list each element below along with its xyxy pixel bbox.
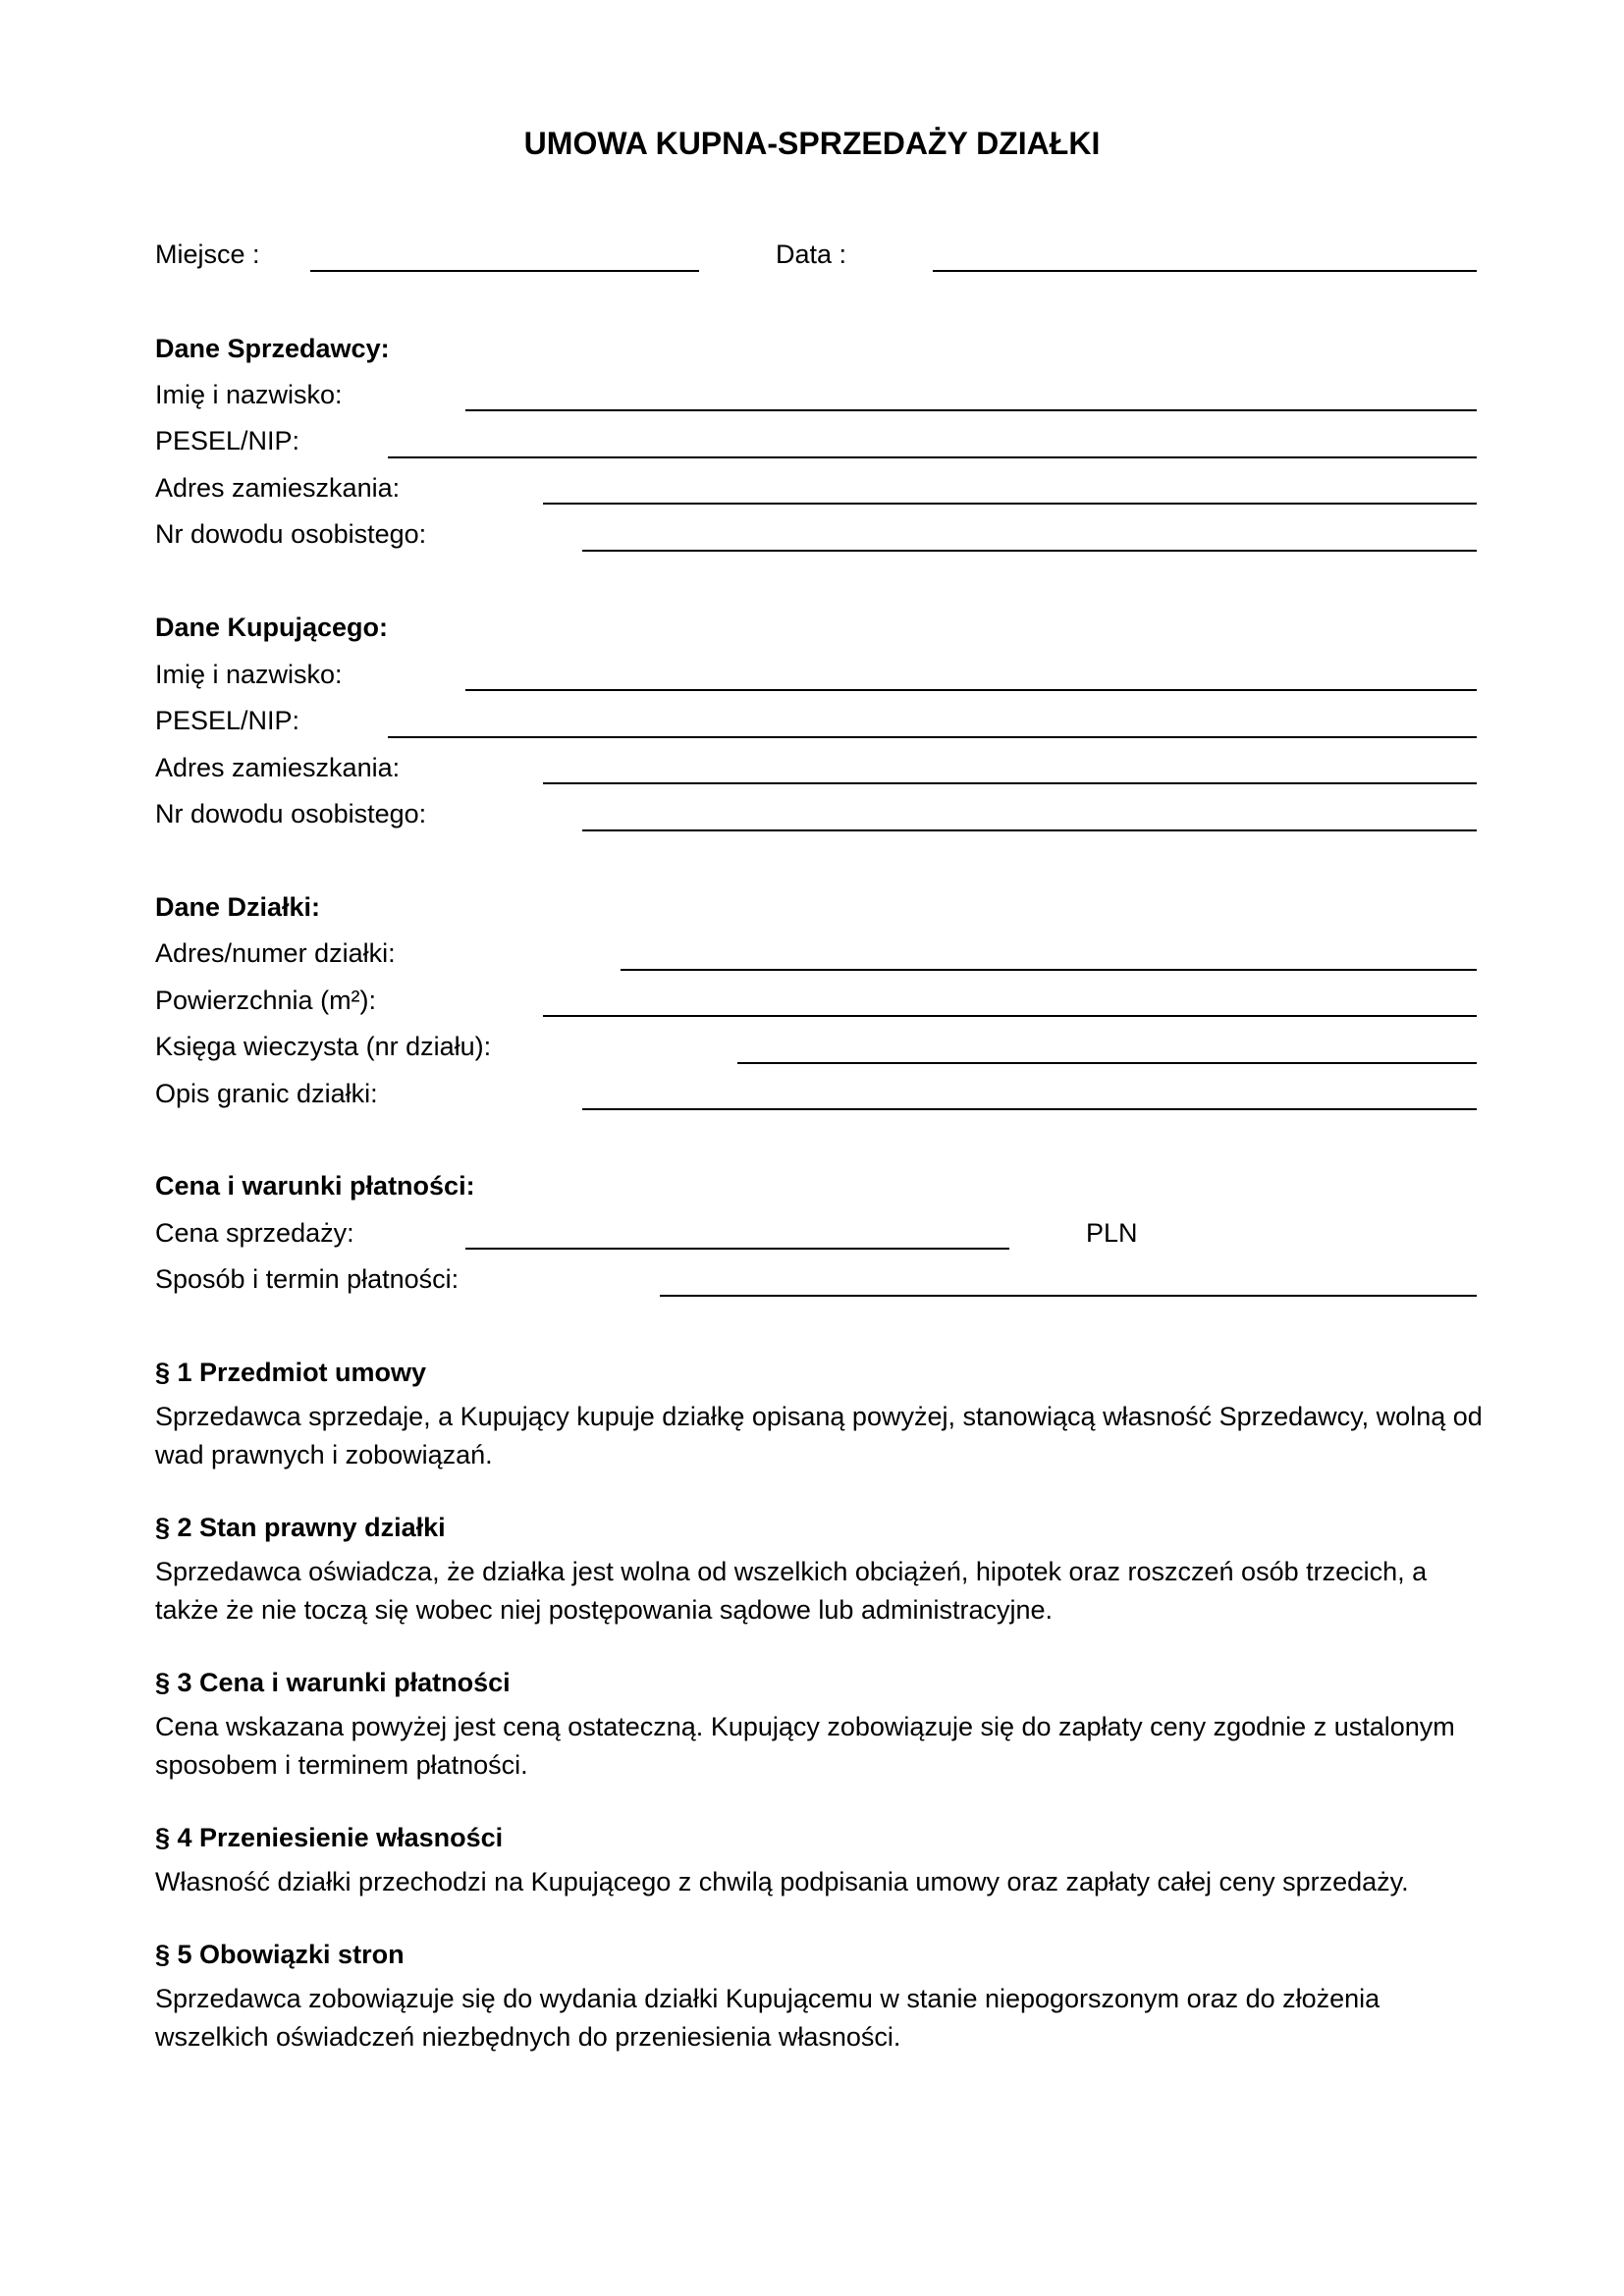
seller-name-field[interactable] (465, 409, 1477, 411)
seller-address-field[interactable] (543, 503, 1477, 505)
plot-address-label: Adres/numer działki: (155, 938, 396, 968)
payment-field[interactable] (660, 1295, 1477, 1297)
buyer-heading: Dane Kupującego: (155, 613, 389, 642)
plot-borders-label: Opis granic działki: (155, 1079, 378, 1108)
plot-borders-field[interactable] (582, 1108, 1477, 1110)
section-2-heading: § 2 Stan prawny działki (155, 1513, 446, 1542)
buyer-name-field[interactable] (465, 689, 1477, 691)
seller-id-field[interactable] (582, 550, 1477, 552)
plot-address-field[interactable] (621, 969, 1477, 971)
section-4-text: Własność działki przechodzi na Kupującego z chwilą podpisania umowy oraz zapłaty całej ceny sprzedaży. (155, 1867, 1409, 1896)
section-5-heading: § 5 Obowiązki stron (155, 1940, 405, 1969)
section-4-heading: § 4 Przeniesienie własności (155, 1823, 504, 1852)
price-label: Cena sprzedaży: (155, 1218, 354, 1248)
buyer-pesel-field[interactable] (388, 736, 1477, 738)
section-1-text: Sprzedawca sprzedaje, a Kupujący kupuje działkę opisaną powyżej, stanowiącą własność Sprzedawcy, wolną od wad prawnych i zobowiązań. (155, 1402, 1483, 1469)
date-field[interactable] (933, 270, 1477, 272)
seller-heading: Dane Sprzedawcy: (155, 334, 390, 363)
seller-pesel-field[interactable] (388, 456, 1477, 458)
currency-label: PLN (1086, 1218, 1138, 1248)
buyer-name-label: Imię i nazwisko: (155, 660, 343, 689)
buyer-pesel-label: PESEL/NIP: (155, 706, 300, 735)
plot-area-label: Powierzchnia (m²): (155, 986, 377, 1015)
buyer-id-field[interactable] (582, 829, 1477, 831)
seller-id-label: Nr dowodu osobistego: (155, 519, 427, 549)
section-3-heading: § 3 Cena i warunki płatności (155, 1668, 511, 1697)
document-title: UMOWA KUPNA-SPRZEDAŻY DZIAŁKI (523, 126, 1101, 161)
price-heading: Cena i warunki płatności: (155, 1171, 475, 1201)
payment-label: Sposób i termin płatności: (155, 1264, 460, 1294)
plot-registry-label: Księga wieczysta (nr działu): (155, 1032, 492, 1061)
seller-name-label: Imię i nazwisko: (155, 380, 343, 409)
plot-registry-field[interactable] (737, 1062, 1477, 1064)
section-1-heading: § 1 Przedmiot umowy (155, 1358, 427, 1387)
buyer-id-label: Nr dowodu osobistego: (155, 799, 427, 828)
price-field[interactable] (465, 1248, 1009, 1250)
section-2-text: Sprzedawca oświadcza, że działka jest wolna od wszelkich obciążeń, hipotek oraz roszczeń osób trzecich, a także że nie toczą się wobec niej postępowania sądowe lub administracyjne. (155, 1557, 1428, 1625)
seller-address-label: Adres zamieszkania: (155, 473, 401, 503)
date-label: Data : (776, 240, 847, 269)
seller-pesel-label: PESEL/NIP: (155, 426, 300, 455)
place-field[interactable] (310, 270, 699, 272)
section-3-text: Cena wskazana powyżej jest ceną ostateczną. Kupujący zobowiązuje się do zapłaty ceny zgodnie z ustalonym sposobem i terminem płatności. (155, 1712, 1455, 1780)
plot-heading: Dane Działki: (155, 892, 321, 922)
place-label: Miejsce : (155, 240, 260, 269)
buyer-address-field[interactable] (543, 782, 1477, 784)
buyer-address-label: Adres zamieszkania: (155, 753, 401, 782)
section-5-text: Sprzedawca zobowiązuje się do wydania działki Kupującemu w stanie niepogorszonym oraz do złożenia wszelkich oświadczeń niezbędnych do przeniesienia własności. (155, 1984, 1380, 2052)
plot-area-field[interactable] (543, 1015, 1477, 1017)
